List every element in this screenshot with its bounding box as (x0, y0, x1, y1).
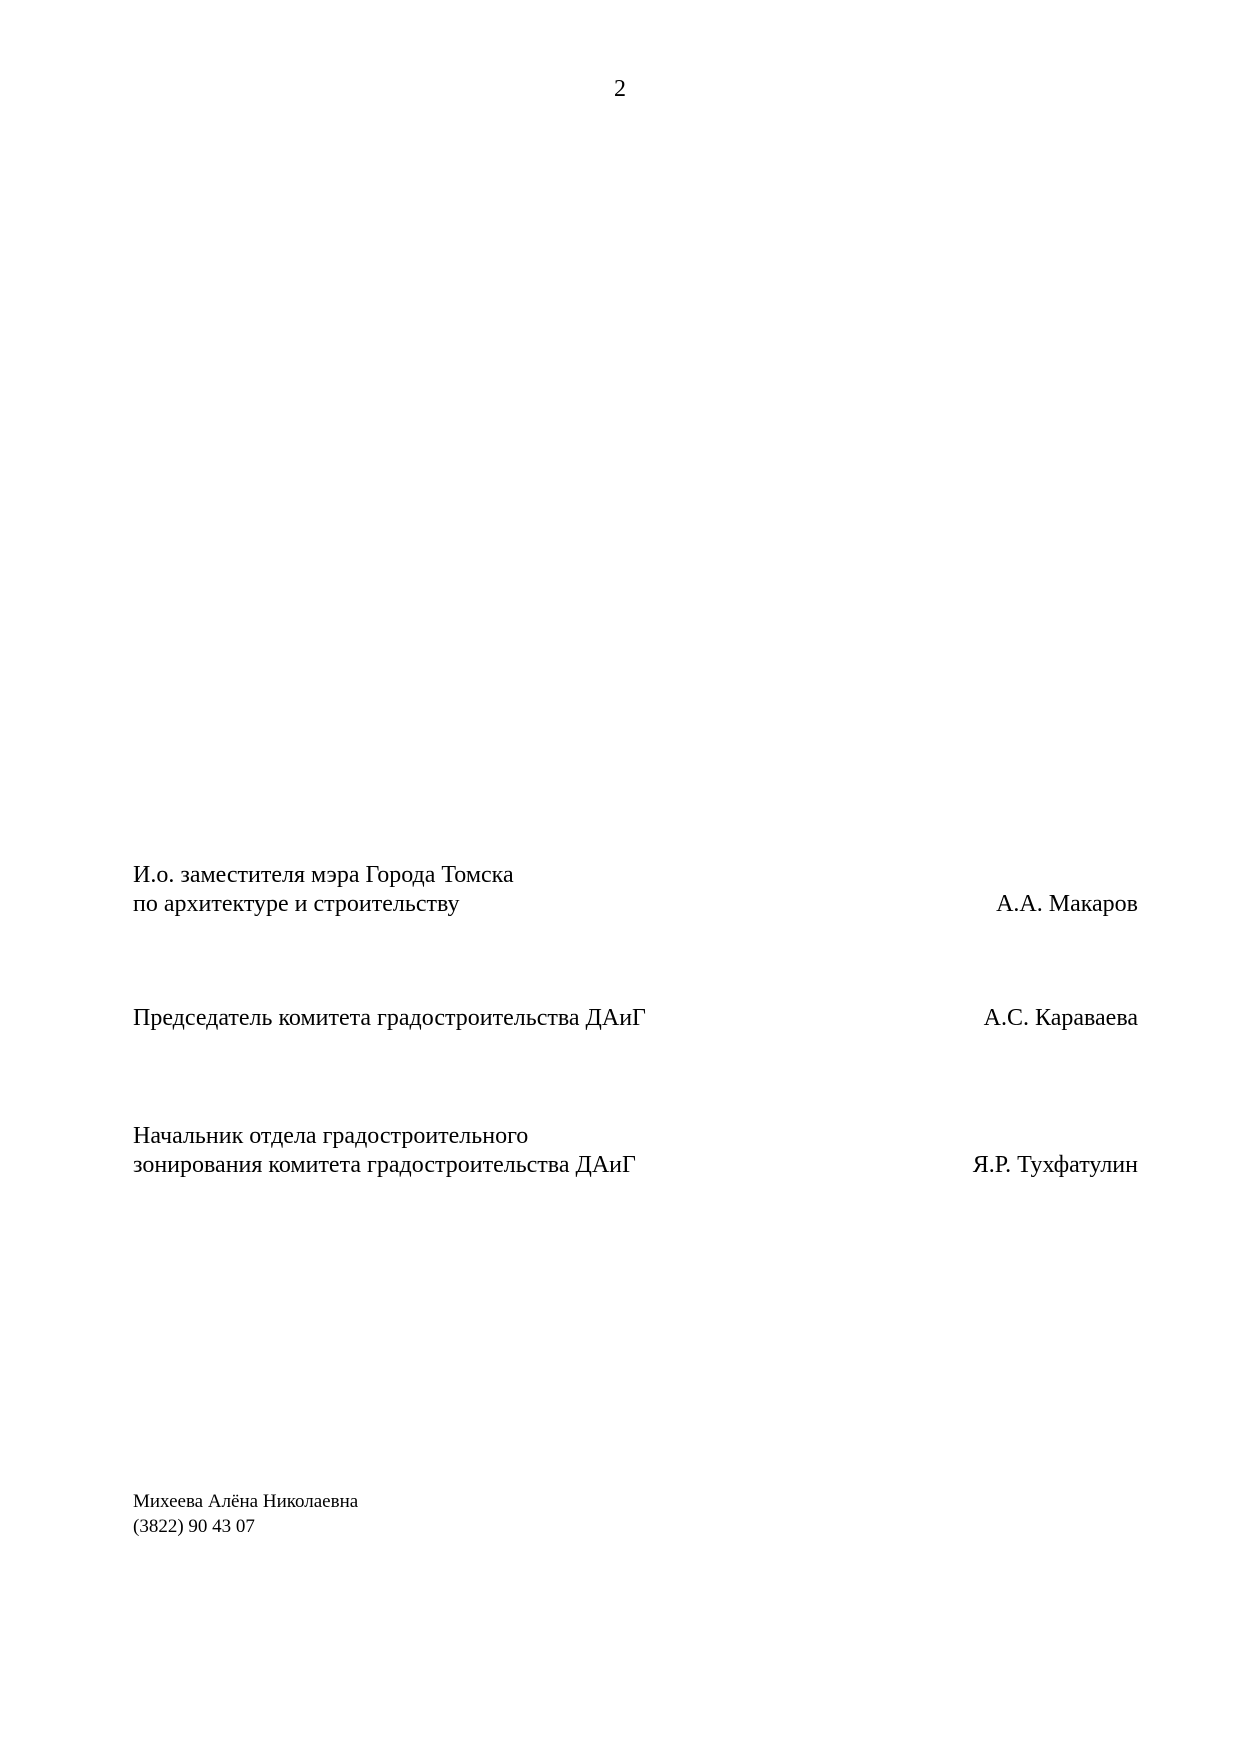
signature-title-line: зонирования комитета градостроительства ДАиГ (133, 1152, 636, 1178)
signatory-name: А.А. Макаров (996, 891, 1138, 917)
signature-block-department-head (133, 1122, 1138, 1180)
executor-contact (133, 1489, 358, 1539)
signature-block-committee-chair (133, 1004, 1138, 1033)
signature-title-line: по архитектуре и строительству (133, 891, 460, 917)
executor-phone: (3822) 90 43 07 (133, 1516, 255, 1537)
signature-title-line: Председатель комитета градостроительства ДАиГ (133, 1005, 646, 1031)
signature-title-line: Начальник отдела градостроительного (133, 1123, 529, 1149)
signature-block-deputy-mayor (133, 861, 1138, 919)
signature-title-line: И.о. заместителя мэра Города Томска (133, 862, 514, 888)
signatory-name: А.С. Караваева (983, 1005, 1138, 1031)
page-number: 2 (614, 76, 626, 102)
executor-name: Михеева Алёна Николаевна (133, 1491, 359, 1512)
signatory-name: Я.Р. Тухфатулин (972, 1152, 1138, 1178)
